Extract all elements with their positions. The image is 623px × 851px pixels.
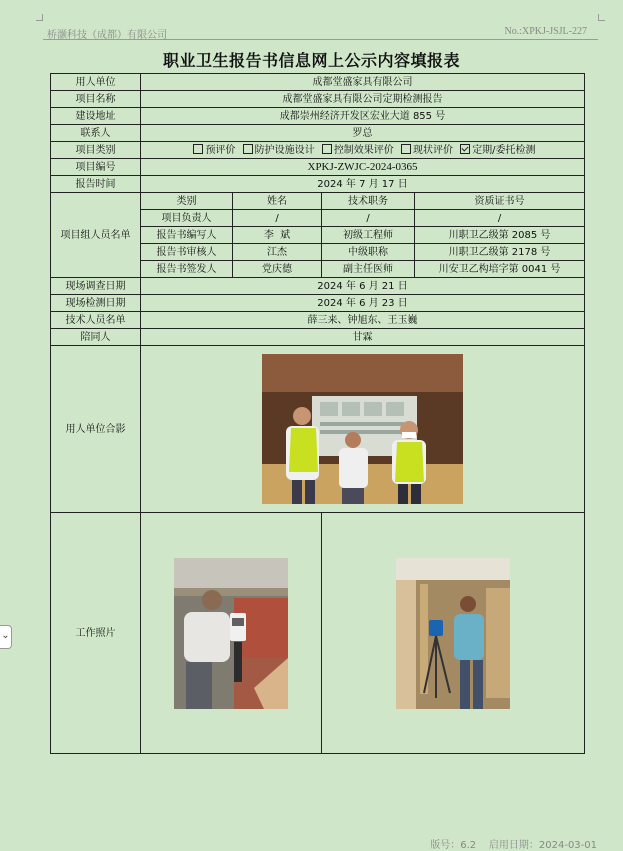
row-project-name: [51, 91, 585, 108]
report-date-label: 报告时间: [51, 176, 141, 193]
team-cert: 川职卫乙级第 2085 号: [415, 227, 585, 244]
work-photo-cell-right: [322, 513, 585, 754]
checkbox-status-assessment[interactable]: [401, 144, 411, 154]
row-employer: [51, 74, 585, 91]
team-cert: /: [415, 210, 585, 227]
team-name: 李 斌: [233, 227, 322, 244]
side-collapse-handle[interactable]: [0, 625, 12, 649]
checkbox-pre-assessment[interactable]: [193, 144, 203, 154]
address-value: 成都崇州经济开发区宏业大道 855 号: [141, 108, 585, 125]
test-date-value: 2024 年 6 月 23 日: [141, 295, 585, 312]
checkbox-control-effect[interactable]: [322, 144, 332, 154]
row-survey-date: [51, 278, 585, 295]
group-photo-image: [262, 354, 463, 504]
report-date-value: 2024 年 7 月 17 日: [141, 176, 585, 193]
team-header-cert: 资质证书号: [415, 193, 585, 210]
footer-version: 版号：6.2 启用日期：2024-03-01: [430, 840, 597, 851]
team-name: 党庆德: [233, 261, 322, 278]
chevron-down-icon: ⌄: [1, 630, 10, 641]
team-title: 副主任医师: [322, 261, 415, 278]
contact-label: 联系人: [51, 125, 141, 142]
project-type-options: [141, 142, 585, 159]
team-header-name: 姓名: [233, 193, 322, 210]
corner-mark-right: [598, 14, 605, 21]
team-role: 报告书审核人: [141, 244, 233, 261]
disclosure-form-table: [50, 73, 585, 754]
group-photo-label: 用人单位合影: [51, 346, 141, 513]
team-name: /: [233, 210, 322, 227]
team-title: 初级工程师: [322, 227, 415, 244]
team-header-role: 类别: [141, 193, 233, 210]
team-role: 项目负责人: [141, 210, 233, 227]
test-date-label: 现场检测日期: [51, 295, 141, 312]
project-type-label: 项目类别: [51, 142, 141, 159]
row-report-date: [51, 176, 585, 193]
escort-label: 陪同人: [51, 329, 141, 346]
work-photo-right: [396, 558, 510, 709]
team-title: /: [322, 210, 415, 227]
row-project-no: [51, 159, 585, 176]
team-label: 项目组人员名单: [51, 193, 141, 278]
checkbox-protection-design[interactable]: [243, 144, 253, 154]
work-photo-cell-left: [141, 513, 322, 754]
address-label: 建设地址: [51, 108, 141, 125]
checkbox-periodic-testing[interactable]: [460, 144, 470, 154]
row-group-photo: [51, 346, 585, 513]
form-title: 职业卫生报告书信息网上公示内容填报表: [162, 51, 460, 70]
work-photo-right-image: [396, 558, 510, 709]
option-periodic-testing: 定期/委托检测: [472, 144, 536, 156]
survey-date-label: 现场调查日期: [51, 278, 141, 295]
work-photo-left-image: [174, 558, 288, 709]
row-test-date: [51, 295, 585, 312]
row-contact: [51, 125, 585, 142]
team-header-title: 技术职务: [322, 193, 415, 210]
header-rule: [43, 39, 598, 40]
option-control-effect: 控制效果评价: [333, 144, 394, 156]
row-team-header: [51, 193, 585, 210]
team-cert: 川安卫乙构培字第 0041 号: [415, 261, 585, 278]
row-escort: [51, 329, 585, 346]
corner-mark-left: [36, 14, 43, 21]
team-role: 报告书编写人: [141, 227, 233, 244]
survey-date-value: 2024 年 6 月 21 日: [141, 278, 585, 295]
row-address: [51, 108, 585, 125]
group-photo: [262, 354, 463, 504]
project-no-value: XPKJ-ZWJC-2024-0365: [141, 159, 585, 176]
work-photo-left: [174, 558, 288, 709]
contact-value: 罗总: [141, 125, 585, 142]
group-photo-cell: [141, 346, 585, 513]
project-name-label: 项目名称: [51, 91, 141, 108]
project-no-label: 项目编号: [51, 159, 141, 176]
technicians-value: 薛三来、钟旭东、王玉巍: [141, 312, 585, 329]
escort-value: 甘霖: [141, 329, 585, 346]
employer-value: 成都堂盛家具有限公司: [141, 74, 585, 91]
team-name: 江杰: [233, 244, 322, 261]
header-company: 桥灏科技（成都）有限公司: [47, 30, 167, 41]
team-title: 中级职称: [322, 244, 415, 261]
employer-label: 用人单位: [51, 74, 141, 91]
option-status-assessment: 现状评价: [413, 144, 453, 156]
team-cert: 川职卫乙级第 2178 号: [415, 244, 585, 261]
header-doc-number: No.:XPKJ-JSJL-227: [504, 26, 587, 37]
option-pre-assessment: 预评价: [205, 144, 236, 156]
work-photos-label: 工作照片: [51, 513, 141, 754]
team-role: 报告书签发人: [141, 261, 233, 278]
row-work-photos: [51, 513, 585, 754]
project-name-value: 成都堂盛家具有限公司定期检测报告: [141, 91, 585, 108]
row-technicians: [51, 312, 585, 329]
option-protection-design: 防护设施设计: [254, 144, 315, 156]
technicians-label: 技术人员名单: [51, 312, 141, 329]
row-project-type: [51, 142, 585, 159]
